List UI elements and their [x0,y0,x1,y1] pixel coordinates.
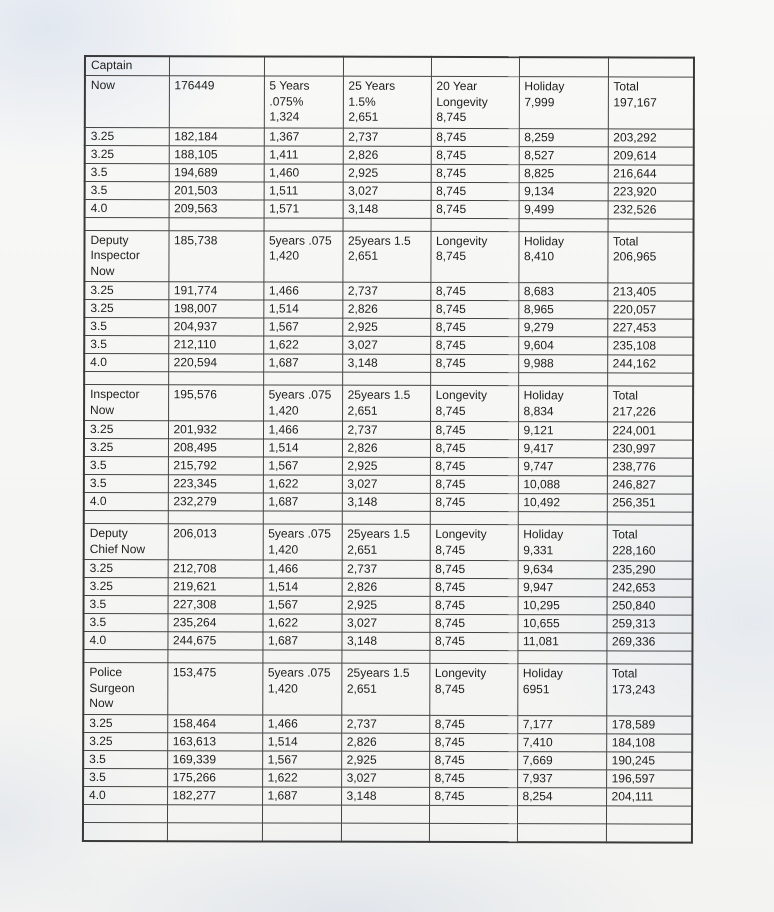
empty-cell [517,823,606,842]
value-cell: 224,001 [607,422,693,440]
value-cell: 8,745 [430,457,518,475]
value-cell: 235,108 [607,337,693,355]
raise-rate-cell: 4.0 [85,199,169,217]
rank-header-cell: Police Surgeon Now [83,663,167,715]
value-cell: 8,745 [430,560,518,578]
value-cell: 7,410 [517,733,606,751]
empty-cell [167,650,262,663]
empty-cell [607,373,693,386]
table-row [84,493,693,513]
table-row-footer [83,804,692,824]
value-cell: 8,745 [431,200,519,218]
value-cell: 2,925 [342,457,430,475]
table-row [84,457,693,477]
empty-cell [342,511,430,524]
raise-rate-cell: 3.5 [84,475,168,493]
empty-cell [343,57,431,77]
value-cell: 8,745 [430,282,518,300]
value-cell: 215,792 [168,457,263,475]
table-row [84,318,693,338]
column-header-cell: 25years 1.5 2,651 [342,231,430,283]
raise-rate-cell: 3.5 [84,457,168,475]
column-header-cell: Longevity 8,745 [430,524,518,560]
value-cell: 9,121 [518,422,607,440]
table-row [83,750,692,770]
raise-rate-cell: 3.25 [84,560,168,578]
value-cell: 238,776 [607,458,693,476]
empty-cell [168,372,263,385]
value-cell: 7,937 [517,769,606,787]
empty-cell [429,805,517,823]
value-cell: 9,947 [518,579,607,597]
value-cell: 244,675 [167,632,262,650]
table-row-footer [83,822,692,842]
value-cell: 9,604 [518,337,607,355]
empty-cell [606,651,692,664]
value-cell: 9,988 [518,355,607,373]
value-cell: 8,825 [519,164,608,182]
raise-rate-cell: 3.25 [84,578,168,596]
value-cell: 201,932 [168,421,263,439]
rank-header-cell: Deputy Chief Now [84,524,168,560]
value-cell: 213,405 [607,283,693,301]
table-row [85,199,694,219]
value-cell: 1,511 [264,181,343,199]
value-cell: 11,081 [517,633,606,651]
table-row [84,475,693,495]
column-header-cell: Holiday 9,331 [518,525,607,561]
column-header-cell: 5years .075 1,420 [263,230,342,282]
raise-rate-cell: 3.25 [83,714,167,732]
raise-rate-cell: 3.5 [84,596,168,614]
value-cell: 8,254 [517,787,606,805]
value-cell: 2,826 [341,733,429,751]
rank-header-cell: Inspector Now [84,385,168,421]
value-cell: 8,745 [430,354,518,372]
value-cell: 1,622 [263,336,342,354]
column-header-cell: 5years .075 1,420 [262,663,341,715]
value-cell: 208,495 [168,439,263,457]
value-cell: 201,503 [169,181,264,199]
table-row [83,714,692,734]
value-cell: 2,737 [342,282,430,300]
table-row [84,421,693,441]
empty-cell [341,805,429,823]
rank-title-cell: Captain [85,56,169,76]
salary-table [82,55,695,843]
raise-rate-cell: 3.5 [83,750,167,768]
raise-rate-cell: 4.0 [84,493,168,511]
raise-rate-cell: 3.5 [84,336,168,354]
raise-rate-cell: 3.25 [84,300,168,318]
value-cell: 223,920 [608,182,694,200]
table-row-header [84,230,693,283]
table-row [85,127,694,147]
table-row [84,596,693,616]
value-cell: 2,737 [342,560,430,578]
value-cell: 158,464 [167,714,262,732]
empty-cell [606,823,692,842]
value-cell: 1,514 [262,732,341,750]
empty-cell [341,650,429,663]
table-row [84,578,693,598]
value-cell: 3,148 [341,632,429,650]
value-cell: 1,567 [262,750,341,768]
value-cell: 220,594 [168,354,263,372]
value-cell: 219,621 [168,578,263,596]
empty-cell [518,373,607,386]
value-cell: 204,937 [168,318,263,336]
empty-cell [169,56,264,76]
column-header-cell: 176449 [169,76,264,128]
table-row-title [85,56,694,77]
value-cell: 8,745 [430,475,518,493]
empty-cell [84,372,168,385]
value-cell: 8,745 [430,318,518,336]
value-cell: 1,567 [263,457,342,475]
value-cell: 9,634 [518,561,607,579]
empty-cell [429,823,517,842]
value-cell: 230,997 [607,440,693,458]
table-row [85,181,694,201]
raise-rate-cell: 3.25 [84,439,168,457]
value-cell: 191,774 [168,282,263,300]
value-cell: 2,925 [343,164,431,182]
table-row-header [83,663,692,716]
value-cell: 3,027 [343,182,431,200]
value-cell: 2,925 [342,318,430,336]
value-cell: 8,745 [429,787,517,805]
table-row-header [84,524,693,562]
empty-cell [342,372,430,385]
table-row [84,560,693,580]
table-row [84,282,693,302]
column-header-cell: Holiday 8,834 [518,386,607,422]
value-cell: 242,653 [607,579,693,597]
value-cell: 8,745 [431,146,519,164]
column-header-cell: Total 197,167 [608,77,694,129]
table-row-header [84,385,693,423]
column-header-cell: 185,738 [168,230,263,282]
value-cell: 227,453 [607,319,693,337]
value-cell: 1,514 [263,300,342,318]
value-cell: 198,007 [168,300,263,318]
column-header-cell: 5years .075 1,420 [263,524,342,560]
value-cell: 2,737 [343,128,431,146]
raise-rate-cell: 3.25 [84,282,168,300]
raise-rate-cell: 3.5 [85,163,169,181]
empty-cell [430,511,518,524]
column-header-cell: Longevity 8,745 [429,663,517,715]
table-row [84,300,693,320]
column-header-cell: Holiday 6951 [517,664,606,716]
value-cell: 8,745 [429,632,517,650]
table-row [83,632,692,652]
raise-rate-cell: 4.0 [83,632,167,650]
column-header-cell: Longevity 8,745 [430,385,518,421]
column-header-cell: 25years 1.5 2,651 [341,663,429,715]
value-cell: 2,925 [341,751,429,769]
column-header-cell: 25 Years 1.5% 2,651 [343,76,431,128]
value-cell: 8,745 [429,614,517,632]
empty-cell [607,512,693,525]
value-cell: 3,148 [342,493,430,511]
value-cell: 8,745 [429,715,517,733]
value-cell: 8,745 [429,733,517,751]
empty-cell [85,217,169,230]
empty-cell [84,511,168,524]
value-cell: 204,111 [606,787,692,805]
column-header-cell: 5years .075 1,420 [263,385,342,421]
value-cell: 209,563 [169,199,264,217]
value-cell: 8,259 [519,128,608,146]
rank-header-cell: Now [85,76,169,128]
salary-table-body [83,56,694,842]
table-row [84,354,693,374]
column-header-cell: Holiday 7,999 [519,77,608,129]
value-cell: 175,266 [167,768,262,786]
value-cell: 235,264 [167,614,262,632]
value-cell: 1,687 [263,354,342,372]
column-header-cell: 195,576 [168,385,263,421]
empty-cell [519,218,608,231]
empty-cell [517,805,606,823]
column-header-cell: Total 173,243 [606,664,692,716]
value-cell: 190,245 [606,751,692,769]
value-cell: 1,567 [263,318,342,336]
empty-cell [168,511,263,524]
value-cell: 209,614 [608,146,694,164]
value-cell: 8,745 [430,596,518,614]
value-cell: 9,499 [519,200,608,218]
value-cell: 223,345 [168,475,263,493]
empty-cell [83,822,167,841]
value-cell: 2,826 [342,439,430,457]
value-cell: 8,745 [429,769,517,787]
table-row [85,163,694,183]
value-cell: 235,290 [607,561,693,579]
raise-rate-cell: 3.5 [84,318,168,336]
value-cell: 2,737 [342,421,430,439]
value-cell: 9,747 [518,458,607,476]
column-header-cell: Total 206,965 [607,231,693,283]
value-cell: 9,417 [518,440,607,458]
value-cell: 10,492 [518,494,607,512]
value-cell: 220,057 [607,301,693,319]
value-cell: 250,840 [607,597,693,615]
value-cell: 3,148 [341,787,429,805]
value-cell: 9,279 [518,319,607,337]
value-cell: 1,367 [264,127,343,145]
value-cell: 9,134 [519,182,608,200]
empty-cell [83,804,167,822]
table-row [85,145,694,165]
empty-cell [341,823,429,842]
table-row [84,439,693,459]
table-row [84,336,693,356]
value-cell: 1,622 [262,614,341,632]
raise-rate-cell: 3.25 [83,732,167,750]
value-cell: 8,745 [430,421,518,439]
value-cell: 3,027 [341,769,429,787]
value-cell: 1,687 [263,493,342,511]
value-cell: 188,105 [169,145,264,163]
empty-cell [169,217,264,230]
column-header-cell: 25years 1.5 2,651 [342,385,430,421]
value-cell: 7,177 [517,715,606,733]
value-cell: 227,308 [168,596,263,614]
value-cell: 8,745 [430,336,518,354]
value-cell: 1,622 [262,768,341,786]
rank-header-cell: Deputy Inspector Now [84,230,168,282]
empty-cell [608,218,694,231]
empty-cell [264,217,343,230]
value-cell: 1,514 [263,439,342,457]
value-cell: 1,466 [262,714,341,732]
value-cell: 8,683 [518,283,607,301]
empty-cell [343,218,431,231]
raise-rate-cell: 4.0 [83,786,167,804]
value-cell: 3,148 [343,200,431,218]
value-cell: 2,826 [343,146,431,164]
value-cell: 182,184 [169,127,264,145]
value-cell: 3,148 [342,354,430,372]
column-header-cell: 25years 1.5 2,651 [342,524,430,560]
column-header-cell: 153,475 [167,663,262,715]
value-cell: 8,745 [431,128,519,146]
value-cell: 184,108 [606,733,692,751]
empty-cell [83,650,167,663]
raise-rate-cell: 4.0 [84,354,168,372]
value-cell: 8,745 [431,182,519,200]
value-cell: 1,460 [264,163,343,181]
empty-cell [263,372,342,385]
value-cell: 1,466 [263,421,342,439]
value-cell: 1,571 [264,199,343,217]
raise-rate-cell: 3.5 [83,614,167,632]
value-cell: 2,826 [342,578,430,596]
column-header-cell: 206,013 [168,524,263,560]
empty-cell [430,372,518,385]
table-row [83,614,692,634]
column-header-cell: 5 Years .075% 1,324 [264,76,343,128]
value-cell: 246,827 [607,476,693,494]
value-cell: 1,622 [263,475,342,493]
value-cell: 169,339 [167,750,262,768]
value-cell: 8,745 [430,493,518,511]
empty-cell [519,57,608,77]
value-cell: 212,708 [168,560,263,578]
value-cell: 259,313 [606,615,692,633]
raise-rate-cell: 3.25 [85,127,169,145]
raise-rate-cell: 3.25 [85,145,169,163]
value-cell: 8,745 [431,164,519,182]
value-cell: 10,295 [518,597,607,615]
empty-cell [262,822,341,841]
value-cell: 212,110 [168,336,263,354]
value-cell: 10,655 [517,615,606,633]
value-cell: 3,027 [342,475,430,493]
value-cell: 244,162 [607,355,693,373]
empty-cell [262,804,341,822]
value-cell: 232,526 [608,200,694,218]
empty-cell [264,56,343,76]
empty-cell [606,805,692,823]
value-cell: 269,336 [606,633,692,651]
value-cell: 194,689 [169,163,264,181]
value-cell: 163,613 [167,732,262,750]
value-cell: 232,279 [168,493,263,511]
value-cell: 7,669 [517,751,606,769]
table-row [83,732,692,752]
column-header-cell: Holiday 8,410 [518,231,607,283]
value-cell: 3,027 [341,614,429,632]
value-cell: 8,527 [519,146,608,164]
value-cell: 8,745 [430,578,518,596]
value-cell: 1,411 [264,145,343,163]
raise-rate-cell: 3.25 [84,421,168,439]
value-cell: 1,687 [262,632,341,650]
empty-cell [262,650,341,663]
value-cell: 8,745 [429,751,517,769]
table-row-header [85,76,694,129]
empty-cell [518,512,607,525]
empty-cell [517,651,606,664]
value-cell: 2,925 [342,596,430,614]
column-header-cell: Total 217,226 [607,386,693,422]
empty-cell [431,57,519,77]
value-cell: 2,737 [341,715,429,733]
empty-cell [167,822,262,841]
raise-rate-cell: 3.5 [83,768,167,786]
value-cell: 8,745 [430,300,518,318]
table-row [83,786,692,806]
value-cell: 1,687 [262,786,341,804]
value-cell: 216,644 [608,164,694,182]
value-cell: 1,466 [263,282,342,300]
table-row [83,768,692,788]
column-header-cell: Longevity 8,745 [430,231,518,283]
value-cell: 203,292 [608,128,694,146]
empty-cell [608,57,694,77]
value-cell: 10,088 [518,476,607,494]
value-cell: 1,514 [263,578,342,596]
value-cell: 8,745 [430,439,518,457]
value-cell: 182,277 [167,786,262,804]
value-cell: 196,597 [606,769,692,787]
empty-cell [263,511,342,524]
empty-cell [431,218,519,231]
empty-cell [167,804,262,822]
value-cell: 178,589 [606,715,692,733]
column-header-cell: 20 Year Longevity 8,745 [431,76,519,128]
value-cell: 256,351 [607,494,693,512]
value-cell: 2,826 [342,300,430,318]
value-cell: 3,027 [342,336,430,354]
value-cell: 1,466 [263,560,342,578]
value-cell: 8,965 [518,301,607,319]
empty-cell [429,650,517,663]
raise-rate-cell: 3.5 [85,181,169,199]
column-header-cell: Total 228,160 [607,525,693,561]
value-cell: 1,567 [263,596,342,614]
